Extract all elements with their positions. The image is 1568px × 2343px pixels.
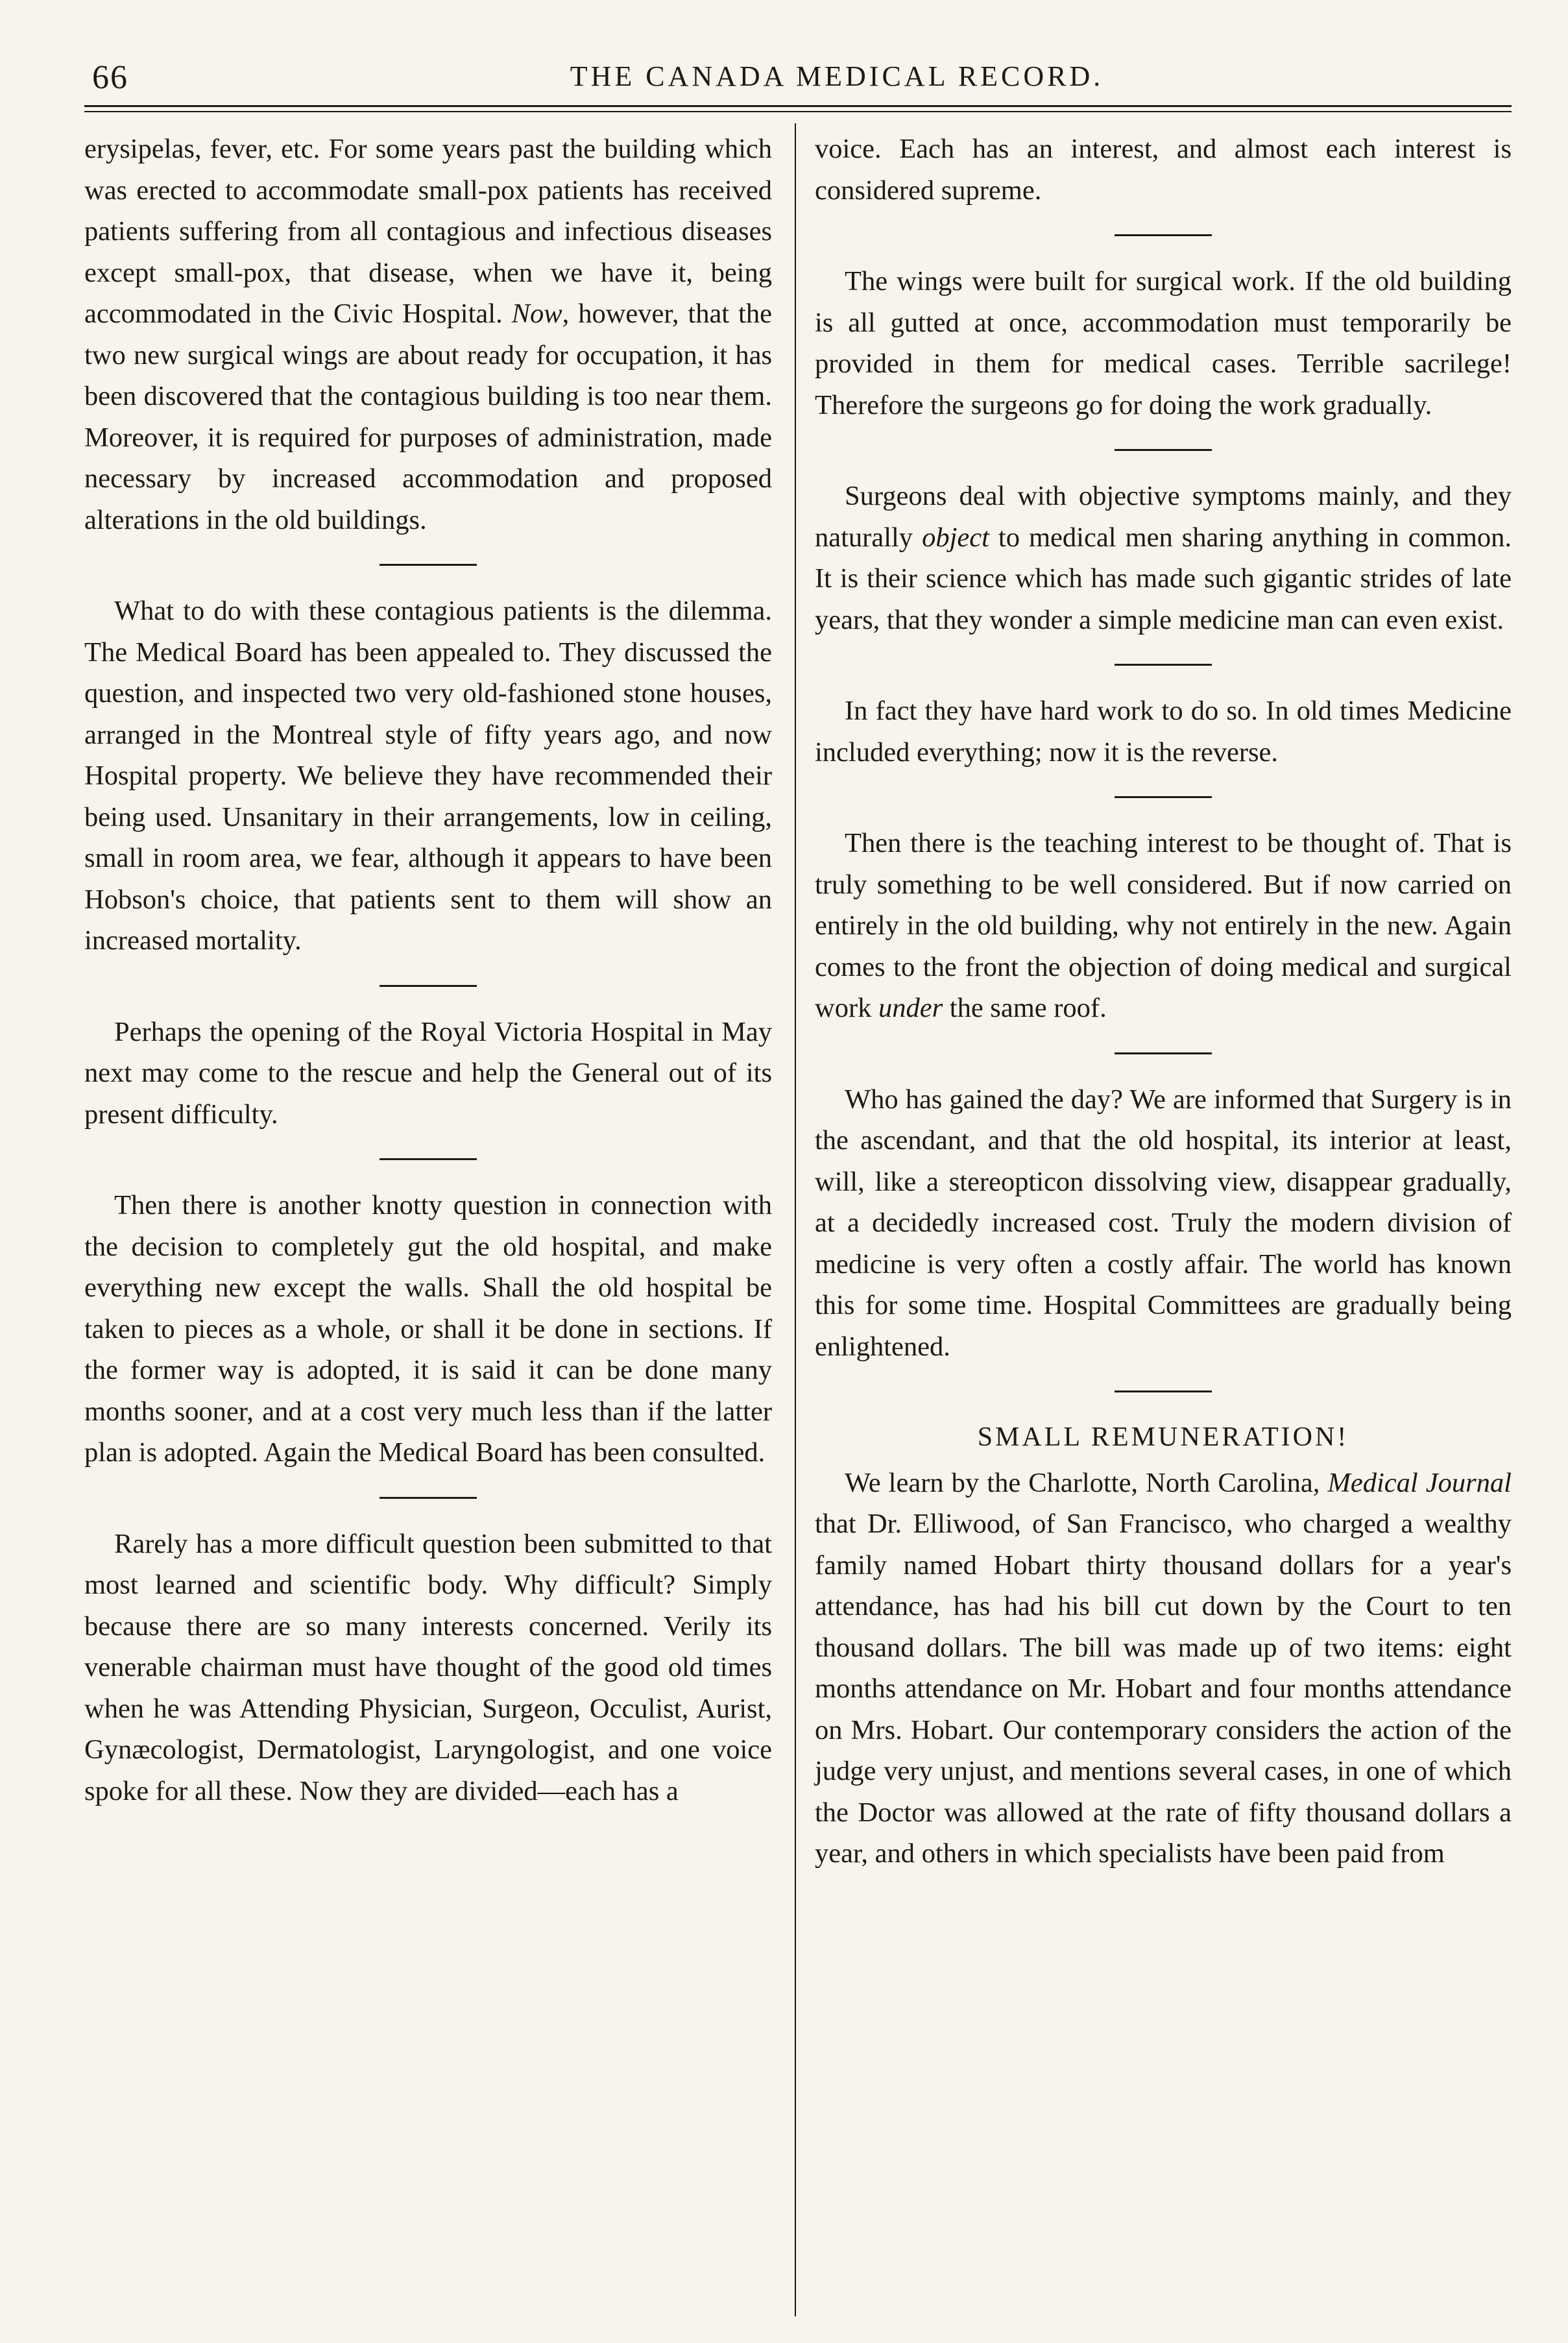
paragraph: Perhaps the opening of the Royal Victoria Hospital in May next may come to the rescue and help the General out of its present difficulty. <box>84 1016 772 1130</box>
right-column <box>815 128 1512 1875</box>
paragraph: Who has gained the day? We are informed that Surgery is in the ascendant, and that the old hospital, its interior at least, will, like a stereopticon dissolving view, disappear gradually, at a decidedly increased cost. Truly the modern division of medicine is very often a costly affair. The world has known this for some time. Hospital Committees are gradually being enlightened. <box>815 1084 1512 1362</box>
paragraph: Then there is another knotty question in connection with the decision to completely gut the old hospital, and make everything new except the walls. Shall the old hospital be taken to pieces as a whole, or shall it be done in sections. If the former way is adopted, it is said it can be done many months sooner, and at a cost very much less than if the latter plan is adopted. Again the Medical Board has been consulted. <box>84 1190 772 1468</box>
running-title: THE CANADA MEDICAL RECORD. <box>570 60 1104 92</box>
section-separator <box>380 564 477 566</box>
section-separator <box>1115 234 1212 236</box>
section-separator <box>1115 1052 1212 1054</box>
section-separator <box>1115 1390 1212 1392</box>
paragraph: erysipelas, fever, etc. For some years past the building which was erected to accommodate small-pox patients has received patients suffering from all contagious and infectious diseases except small-pox, that disease, when we have it, being accommodated in the Civic Hospital. Now, however, that the two new surgical wings are about ready for occupation, it has been discovered that the contagious building is too near them. Moreover, it is required for purposes of administration, made necessary by increased accommodation and proposed alterations in the old buildings. <box>84 134 772 535</box>
left-column <box>84 128 772 1812</box>
section-separator <box>380 1158 477 1160</box>
paragraph: Then there is the teaching interest to be thought of. That is truly something to be well considered. But if now carried on entirely in the old building, why not entirely in the new. Again comes to the front the objection of doing medical and surgical work under the same roof. <box>815 828 1512 1023</box>
section-separator <box>380 1497 477 1499</box>
paragraph: Surgeons deal with objective symptoms mainly, and they naturally object to medical men sharing anything in common. It is their science which has made such gigantic strides of late years, that they wonder a simple medicine man can even exist. <box>815 481 1512 635</box>
paragraph: In fact they have hard work to do so. In old times Medicine included everything; now it is the reverse. <box>815 696 1512 768</box>
paragraph: Rarely has a more difficult question been submitted to that most learned and scientific body. Why difficult? Simply because there are so many interests concerned. Verily its venerable chairman must have thought of the good old times when he was Attending Physician, Surgeon, Occulist, Aurist, Gynæcologist, Dermatologist, Laryngologist, and one voice spoke for all these. Now they are divided—each has a <box>84 1528 772 1806</box>
section-separator <box>380 985 477 987</box>
header-rule-thin <box>84 111 1512 112</box>
paragraph: voice. Each has an interest, and almost each interest is considered supreme. <box>815 134 1512 206</box>
paragraph: We learn by the Charlotte, North Carolina, Medical Journal that Dr. Elliwood, of San Francisco, who charged a wealthy family named Hobart thirty thousand dollars for a year's attendance, has had his bill cut down by the Court to ten thousand dollars. The bill was made up of two items: eight months attendance on Mr. Hobart and four months attendance on Mrs. Hobart. Our contemporary considers the action of the judge very unjust, and mentions several cases, in one of which the Doctor was allowed at the rate of fifty thousand dollars a year, and others in which specialists have been paid from <box>815 1467 1512 1869</box>
page-number: 66 <box>92 59 128 96</box>
paragraph: What to do with these contagious patients is the dilemma. The Medical Board has been appealed to. They discussed the question, and inspected two very old-fashioned stone houses, arranged in the Montreal style of fifty years ago, and now Hospital property. We believe they have recommended their being used. Unsanitary in their arrangements, low in ceiling, small in room area, we fear, although it appears to have been Hobson's choice, that patients sent to them will show an increased mortality. <box>84 596 772 956</box>
section-separator <box>1115 449 1212 451</box>
column-divider <box>795 123 796 2316</box>
page-header <box>84 53 1512 99</box>
header-rule <box>84 105 1512 107</box>
section-separator <box>1115 796 1212 798</box>
section-heading: SMALL REMUNERATION! <box>977 1422 1349 1452</box>
section-separator <box>1115 664 1212 666</box>
paragraph: The wings were built for surgical work. If the old building is all gutted at once, accommodation must temporarily be provided in them for medical cases. Terrible sacrilege! Therefore the surgeons go for doing the work gradually. <box>815 266 1512 420</box>
